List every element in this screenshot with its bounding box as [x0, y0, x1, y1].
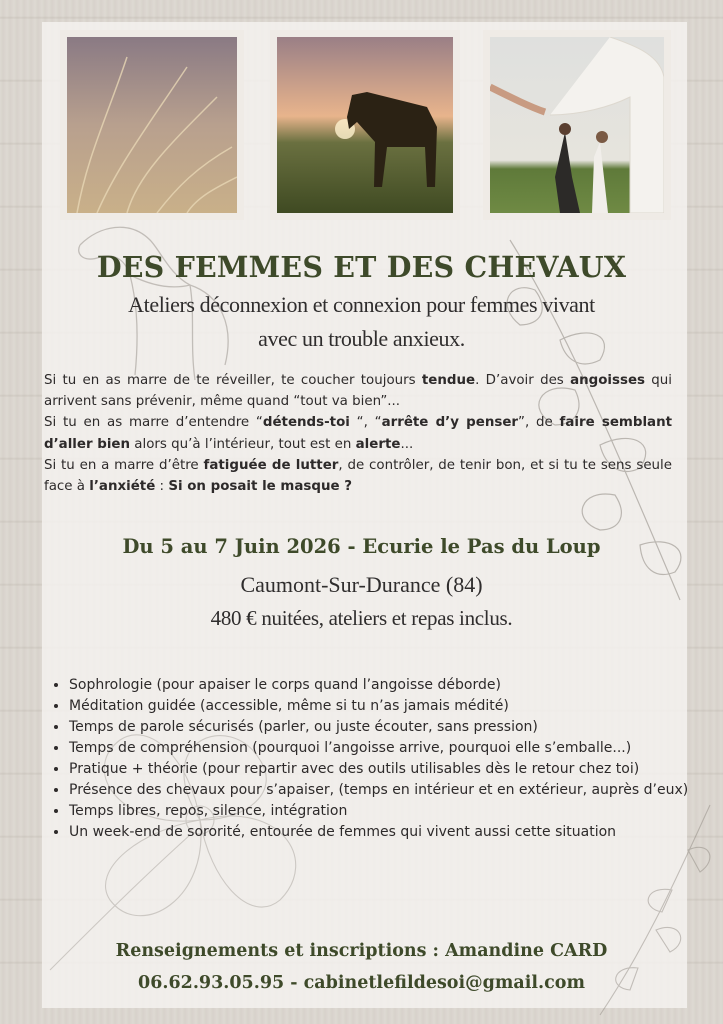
- body-text: . D’avoir des: [475, 373, 571, 388]
- emphasis-text: détends-toi: [262, 415, 350, 431]
- contact-heading: Renseignements et inscriptions : Amandine CARD: [115, 941, 608, 961]
- body-text: :: [155, 479, 169, 495]
- contact-details: 06.62.93.05.95 - cabinetlefildesoi@gmail.com: [138, 973, 585, 993]
- emphasis-text: faire semblant d’aller bien: [44, 415, 673, 452]
- subtitle-line-2: avec un trouble anxieux.: [258, 326, 465, 351]
- body-text: Si tu en as marre de te réveiller, te coucher toujours: [44, 373, 422, 388]
- body-text: qui arrivent sans prévenir, même quand “tout va bien”...: [44, 373, 673, 410]
- intro-text: [44, 370, 672, 497]
- list-item: • Pratique + théorie (pour repartir avec des outils utilisables dès le retour chez toi): [69, 759, 693, 780]
- emphasis-text: fatiguée de lutter: [203, 457, 339, 473]
- list-item: • Présence des chevaux pour s’apaiser, (temps en intérieur et en extérieur, auprès d’eux): [69, 780, 693, 801]
- body-text: ...: [400, 436, 414, 452]
- body-text: , de contrôler, de tenir bon, et si tu te sens seule face à: [44, 457, 672, 495]
- emphasis-text: l’anxiété: [89, 479, 156, 495]
- event-dates: Du 5 au 7 Juin 2026 - Ecurie le Pas du Loup: [122, 535, 601, 558]
- list-item: • Un week-end de sororité, entourée de femmes qui vivent aussi cette situation: [69, 822, 693, 843]
- body-text: ”, de: [518, 415, 560, 431]
- intro-paragraph: [44, 370, 672, 412]
- body-text: “, “: [349, 415, 382, 431]
- list-item: • Temps libres, repos, silence, intégration: [69, 801, 693, 822]
- list-item: • Sophrologie (pour apaiser le corps quand l’angoisse déborde): [69, 675, 693, 696]
- intro-paragraph: [44, 455, 672, 497]
- event-price: 480 € nuitées, ateliers et repas inclus.: [210, 606, 513, 630]
- grass-photo: [60, 30, 244, 220]
- emphasis-text: tendue: [421, 373, 476, 388]
- page-title: DES FEMMES ET DES CHEVAUX: [96, 250, 627, 284]
- list-item: • Temps de parole sécurisés (parler, ou juste écouter, sans pression): [69, 717, 693, 738]
- event-place: Caumont-Sur-Durance (84): [240, 572, 483, 597]
- body-text: Si tu en as marre d’entendre “: [44, 415, 263, 431]
- list-item: • Temps de compréhension (pourquoi l’angoisse arrive, pourquoi elle s’emballe...): [69, 738, 693, 759]
- horse-sunset-photo: [270, 30, 460, 220]
- emphasis-text: arrête d’y penser: [381, 415, 519, 431]
- women-circle-photo: [483, 30, 671, 220]
- activities-list: [48, 675, 693, 843]
- emphasis-text: alerte: [355, 436, 401, 452]
- body-text: alors qu’à l’intérieur, tout est en: [130, 436, 356, 452]
- body-text: Si tu en a marre d’être: [44, 457, 204, 473]
- emphasis-text: angoisses: [570, 373, 646, 388]
- emphasis-text: Si on posait le masque ?: [168, 479, 352, 495]
- subtitle-line-1: Ateliers déconnexion et connexion pour femmes vivant: [128, 292, 595, 317]
- intro-paragraph: [44, 412, 672, 454]
- list-item: • Méditation guidée (accessible, même si tu n’as jamais médité): [69, 696, 693, 717]
